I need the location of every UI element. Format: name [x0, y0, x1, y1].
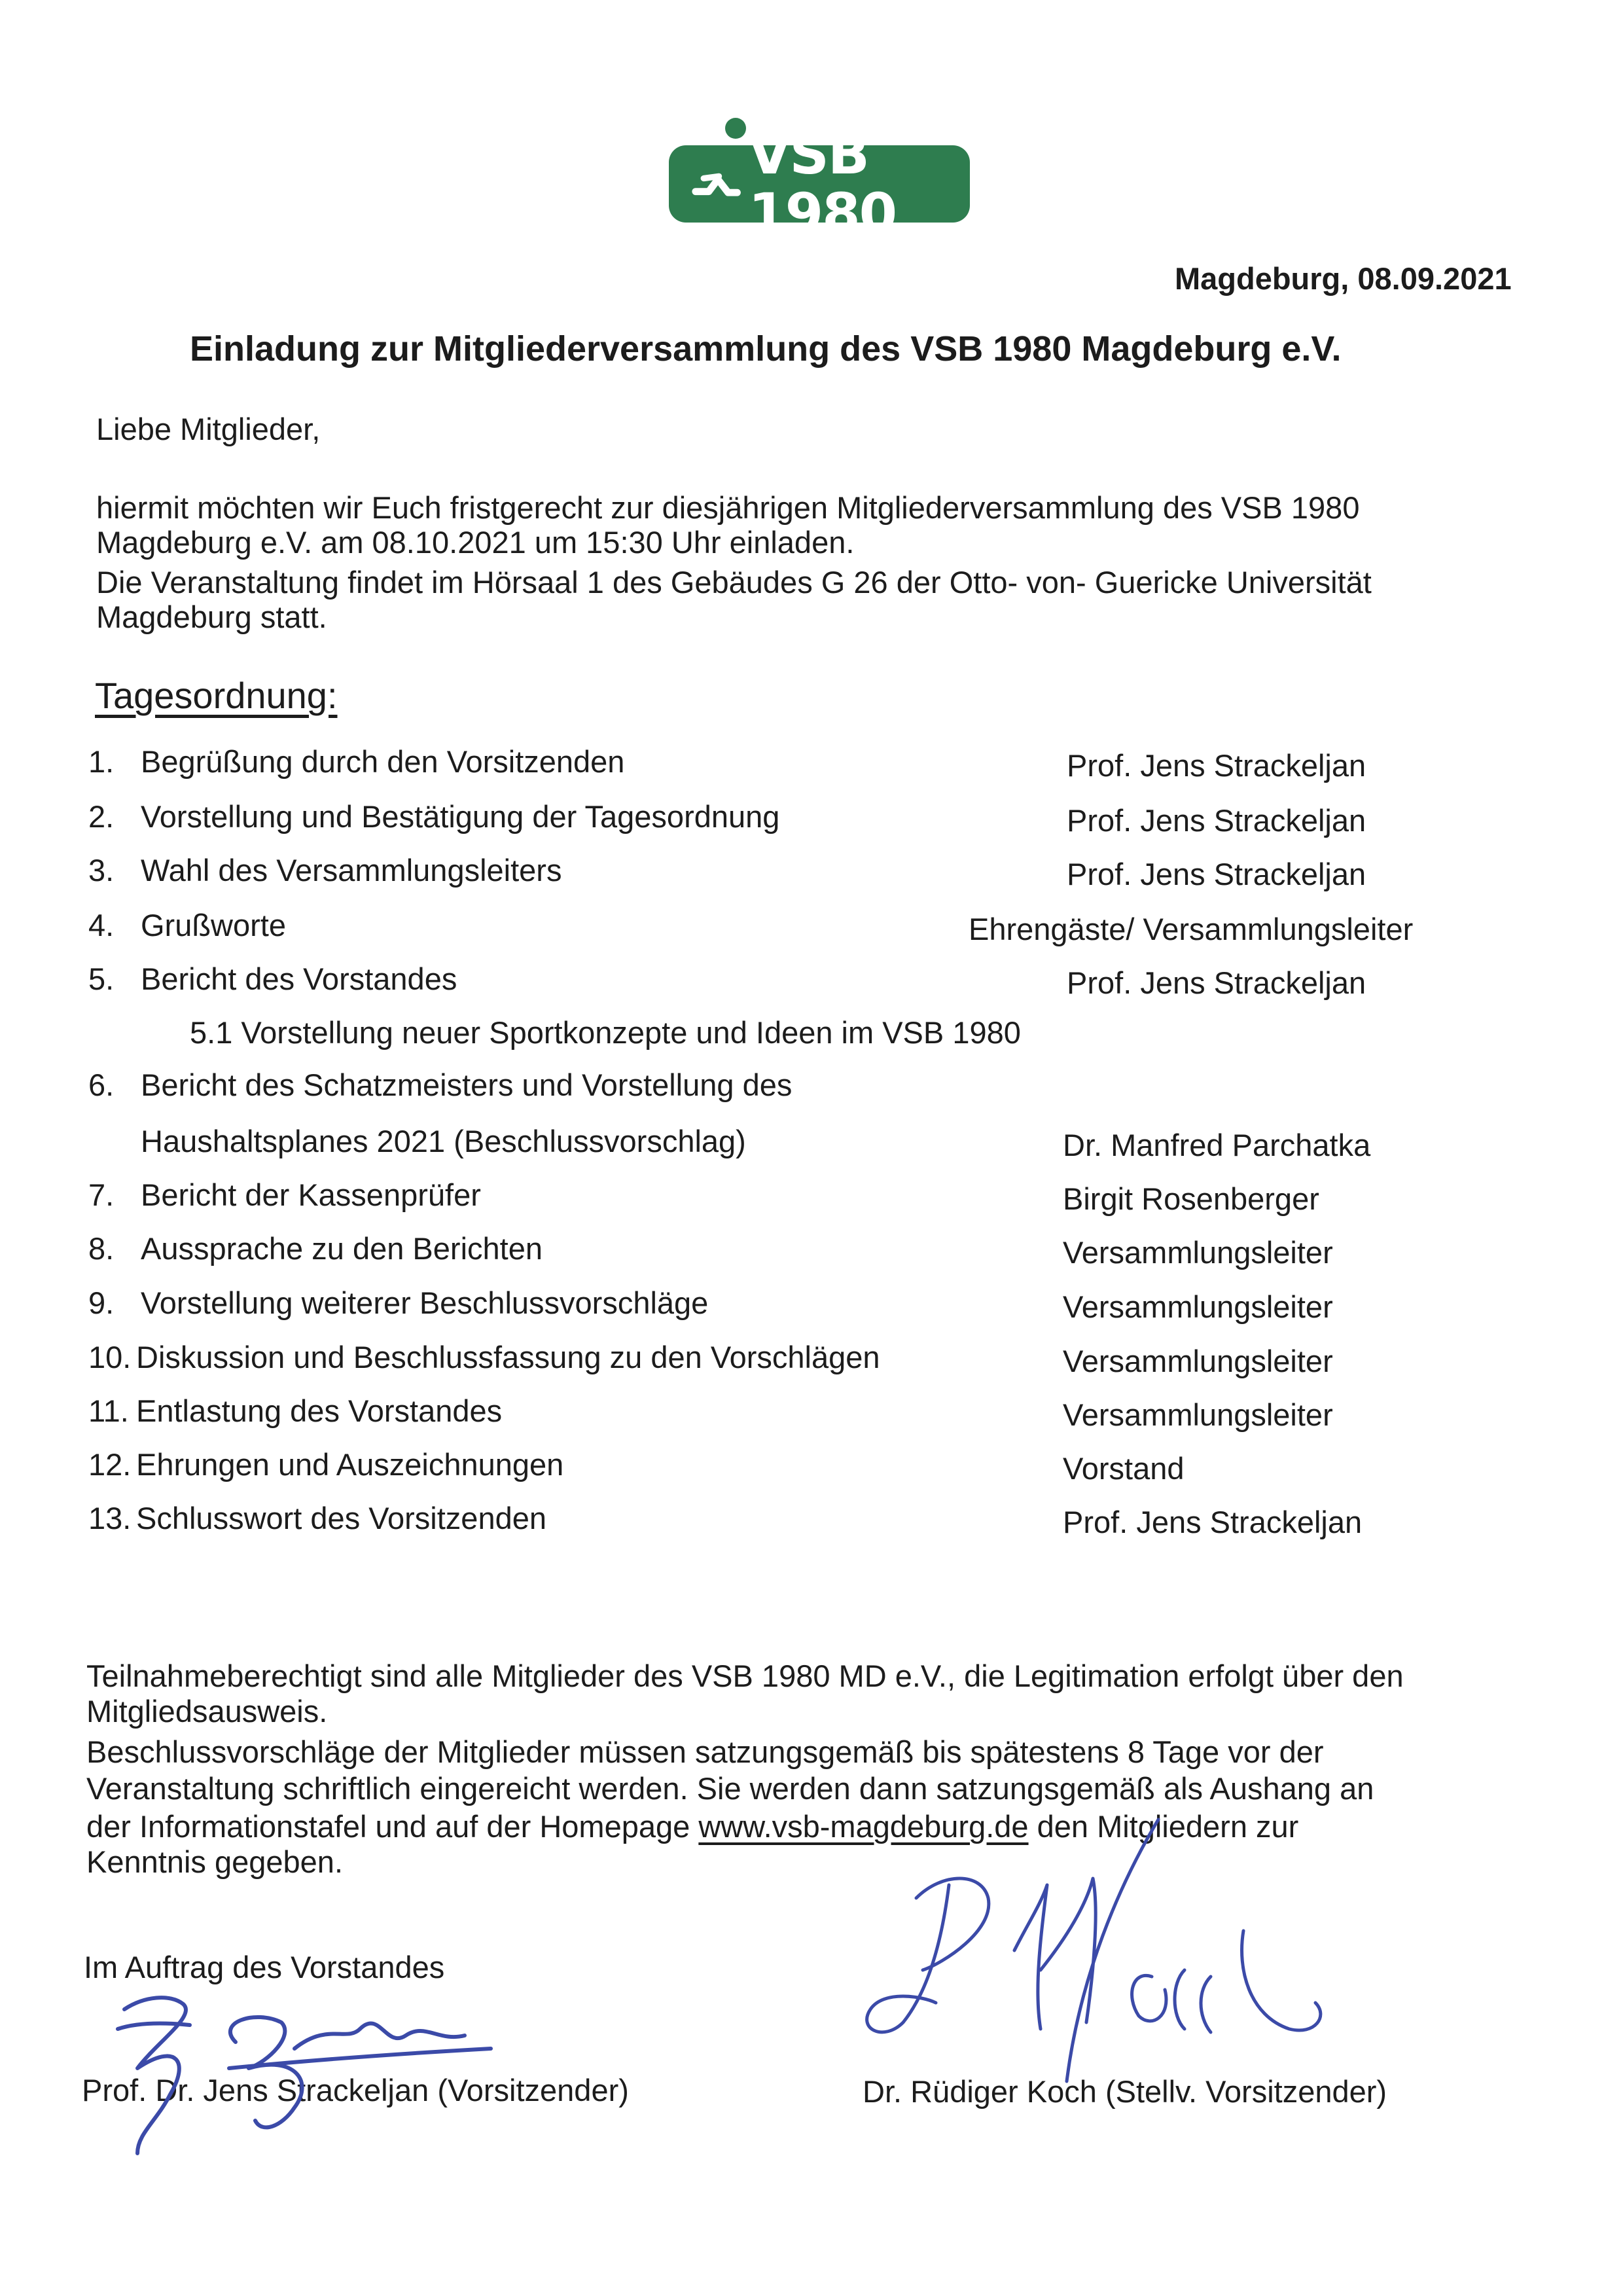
- agenda-item-text: Entlastung des Vorstandes: [136, 1393, 503, 1428]
- notes-line: Teilnahmeberechtigt sind alle Mitglieder des VSB 1980 MD e.V., die Legitimation erfolgt über den: [86, 1659, 1404, 1693]
- vsb-logo: [669, 122, 970, 245]
- page-title: Einladung zur Mitgliederversammlung des VSB 1980 Magdeburg e.V.: [190, 329, 1342, 368]
- by-order-text: Im Auftrag des Vorstandes: [84, 1950, 445, 1984]
- agenda-item-text: Vorstellung und Bestätigung der Tagesordnung: [141, 799, 780, 834]
- agenda-item-responsible: Prof. Jens Strackeljan: [1067, 965, 1366, 1000]
- intro-line: Magdeburg e.V. am 08.10.2021 um 15:30 Uhr einladen.: [96, 525, 855, 560]
- signer-left: Prof. Dr. Jens Strackeljan (Vorsitzender): [82, 2073, 629, 2108]
- agenda-item-text: Bericht des Vorstandes: [141, 961, 457, 996]
- agenda-item-text: 5.1 Vorstellung neuer Sportkonzepte und Ideen im VSB 1980: [190, 1015, 1021, 1050]
- agenda-item-responsible: Birgit Rosenberger: [1063, 1181, 1319, 1216]
- agenda-item-number: 7.: [88, 1177, 115, 1212]
- agenda-heading: Tagesordnung:: [95, 675, 338, 716]
- notes-line: Veranstaltung schriftlich eingereicht werden. Sie werden dann satzungsgemäß als Aushang an: [86, 1771, 1374, 1806]
- notes-line: Mitgliedsausweis.: [86, 1694, 328, 1729]
- agenda-item-text: Diskussion und Beschlussfassung zu den Vorschlägen: [136, 1340, 880, 1374]
- agenda-item-responsible: Prof. Jens Strackeljan: [1067, 803, 1366, 838]
- agenda-item-number: 12.: [88, 1447, 132, 1482]
- agenda-item-text: Ehrungen und Auszeichnungen: [136, 1447, 564, 1482]
- agenda-item-text: Begrüßung durch den Vorsitzenden: [141, 744, 625, 779]
- agenda-item-text: Schlusswort des Vorsitzenden: [136, 1501, 546, 1535]
- agenda-item-number: 6.: [88, 1067, 115, 1102]
- agenda-item-responsible: Vorstand: [1063, 1451, 1185, 1486]
- agenda-item-responsible: Ehrengäste/ Versammlungsleiter: [969, 912, 1414, 946]
- agenda-item-text: Vorstellung weiterer Beschlussvorschläge: [141, 1285, 709, 1320]
- agenda-item-number: 5.: [88, 961, 115, 996]
- agenda-item-responsible: Versammlungsleiter: [1063, 1289, 1333, 1324]
- agenda-item-number: 13.: [88, 1501, 132, 1535]
- agenda-item-text: Aussprache zu den Berichten: [141, 1231, 543, 1266]
- agenda-item-responsible: Prof. Jens Strackeljan: [1067, 857, 1366, 891]
- agenda-item-number: 1.: [88, 744, 115, 779]
- agenda-item-responsible: Prof. Jens Strackeljan: [1067, 748, 1366, 783]
- notes-line: Beschlussvorschläge der Mitglieder müssen satzungsgemäß bis spätestens 8 Tage vor der: [86, 1734, 1324, 1769]
- agenda-item-number: 11.: [88, 1393, 129, 1428]
- logo-dot: [725, 118, 746, 139]
- logo-text: VSB 1980: [748, 122, 897, 245]
- notes-text: der Informationstafel und auf der Homepage: [86, 1809, 699, 1844]
- agenda-item-responsible: Prof. Jens Strackeljan: [1063, 1505, 1363, 1539]
- agenda-item-text: Wahl des Versammlungsleiters: [141, 853, 562, 888]
- date-line: Magdeburg, 08.09.2021: [1175, 261, 1512, 296]
- agenda-item-number: 9.: [88, 1285, 115, 1320]
- agenda-item-responsible: Versammlungsleiter: [1063, 1344, 1333, 1378]
- agenda-item-number: 3.: [88, 853, 115, 888]
- agenda-item-text: Grußworte: [141, 908, 286, 942]
- agenda-item-number: 8.: [88, 1231, 115, 1266]
- agenda-item-responsible: Dr. Manfred Parchatka: [1063, 1128, 1371, 1162]
- intro-line: hiermit möchten wir Euch fristgerecht zur diesjährigen Mitgliederversammlung des VSB 1980: [96, 490, 1360, 525]
- greeting: Liebe Mitglieder,: [96, 412, 321, 446]
- homepage-link[interactable]: www.vsb-magdeburg.de: [698, 1809, 1029, 1844]
- agenda-item-number: 2.: [88, 799, 115, 834]
- agenda-item-text: Bericht der Kassenprüfer: [141, 1177, 481, 1212]
- notes-text: den Mitgliedern zur: [1028, 1809, 1299, 1844]
- intro-line: Magdeburg statt.: [96, 600, 327, 634]
- notes-line: Kenntnis gegeben.: [86, 1844, 343, 1879]
- runner-icon: [688, 154, 744, 213]
- agenda-item-responsible: Versammlungsleiter: [1063, 1397, 1333, 1432]
- signature-right: [844, 1806, 1342, 2094]
- signature-left: [98, 1970, 517, 2166]
- intro-line: Die Veranstaltung findet im Hörsaal 1 des Gebäudes G 26 der Otto- von- Guericke Universität: [96, 565, 1372, 600]
- agenda-item-number: 4.: [88, 908, 115, 942]
- agenda-item-number: 10.: [88, 1340, 132, 1374]
- agenda-item-text: Bericht des Schatzmeisters und Vorstellung des: [141, 1067, 793, 1102]
- agenda-item-text: Haushaltsplanes 2021 (Beschlussvorschlag): [141, 1124, 746, 1158]
- agenda-item-responsible: Versammlungsleiter: [1063, 1235, 1333, 1270]
- signer-right: Dr. Rüdiger Koch (Stellv. Vorsitzender): [863, 2074, 1387, 2109]
